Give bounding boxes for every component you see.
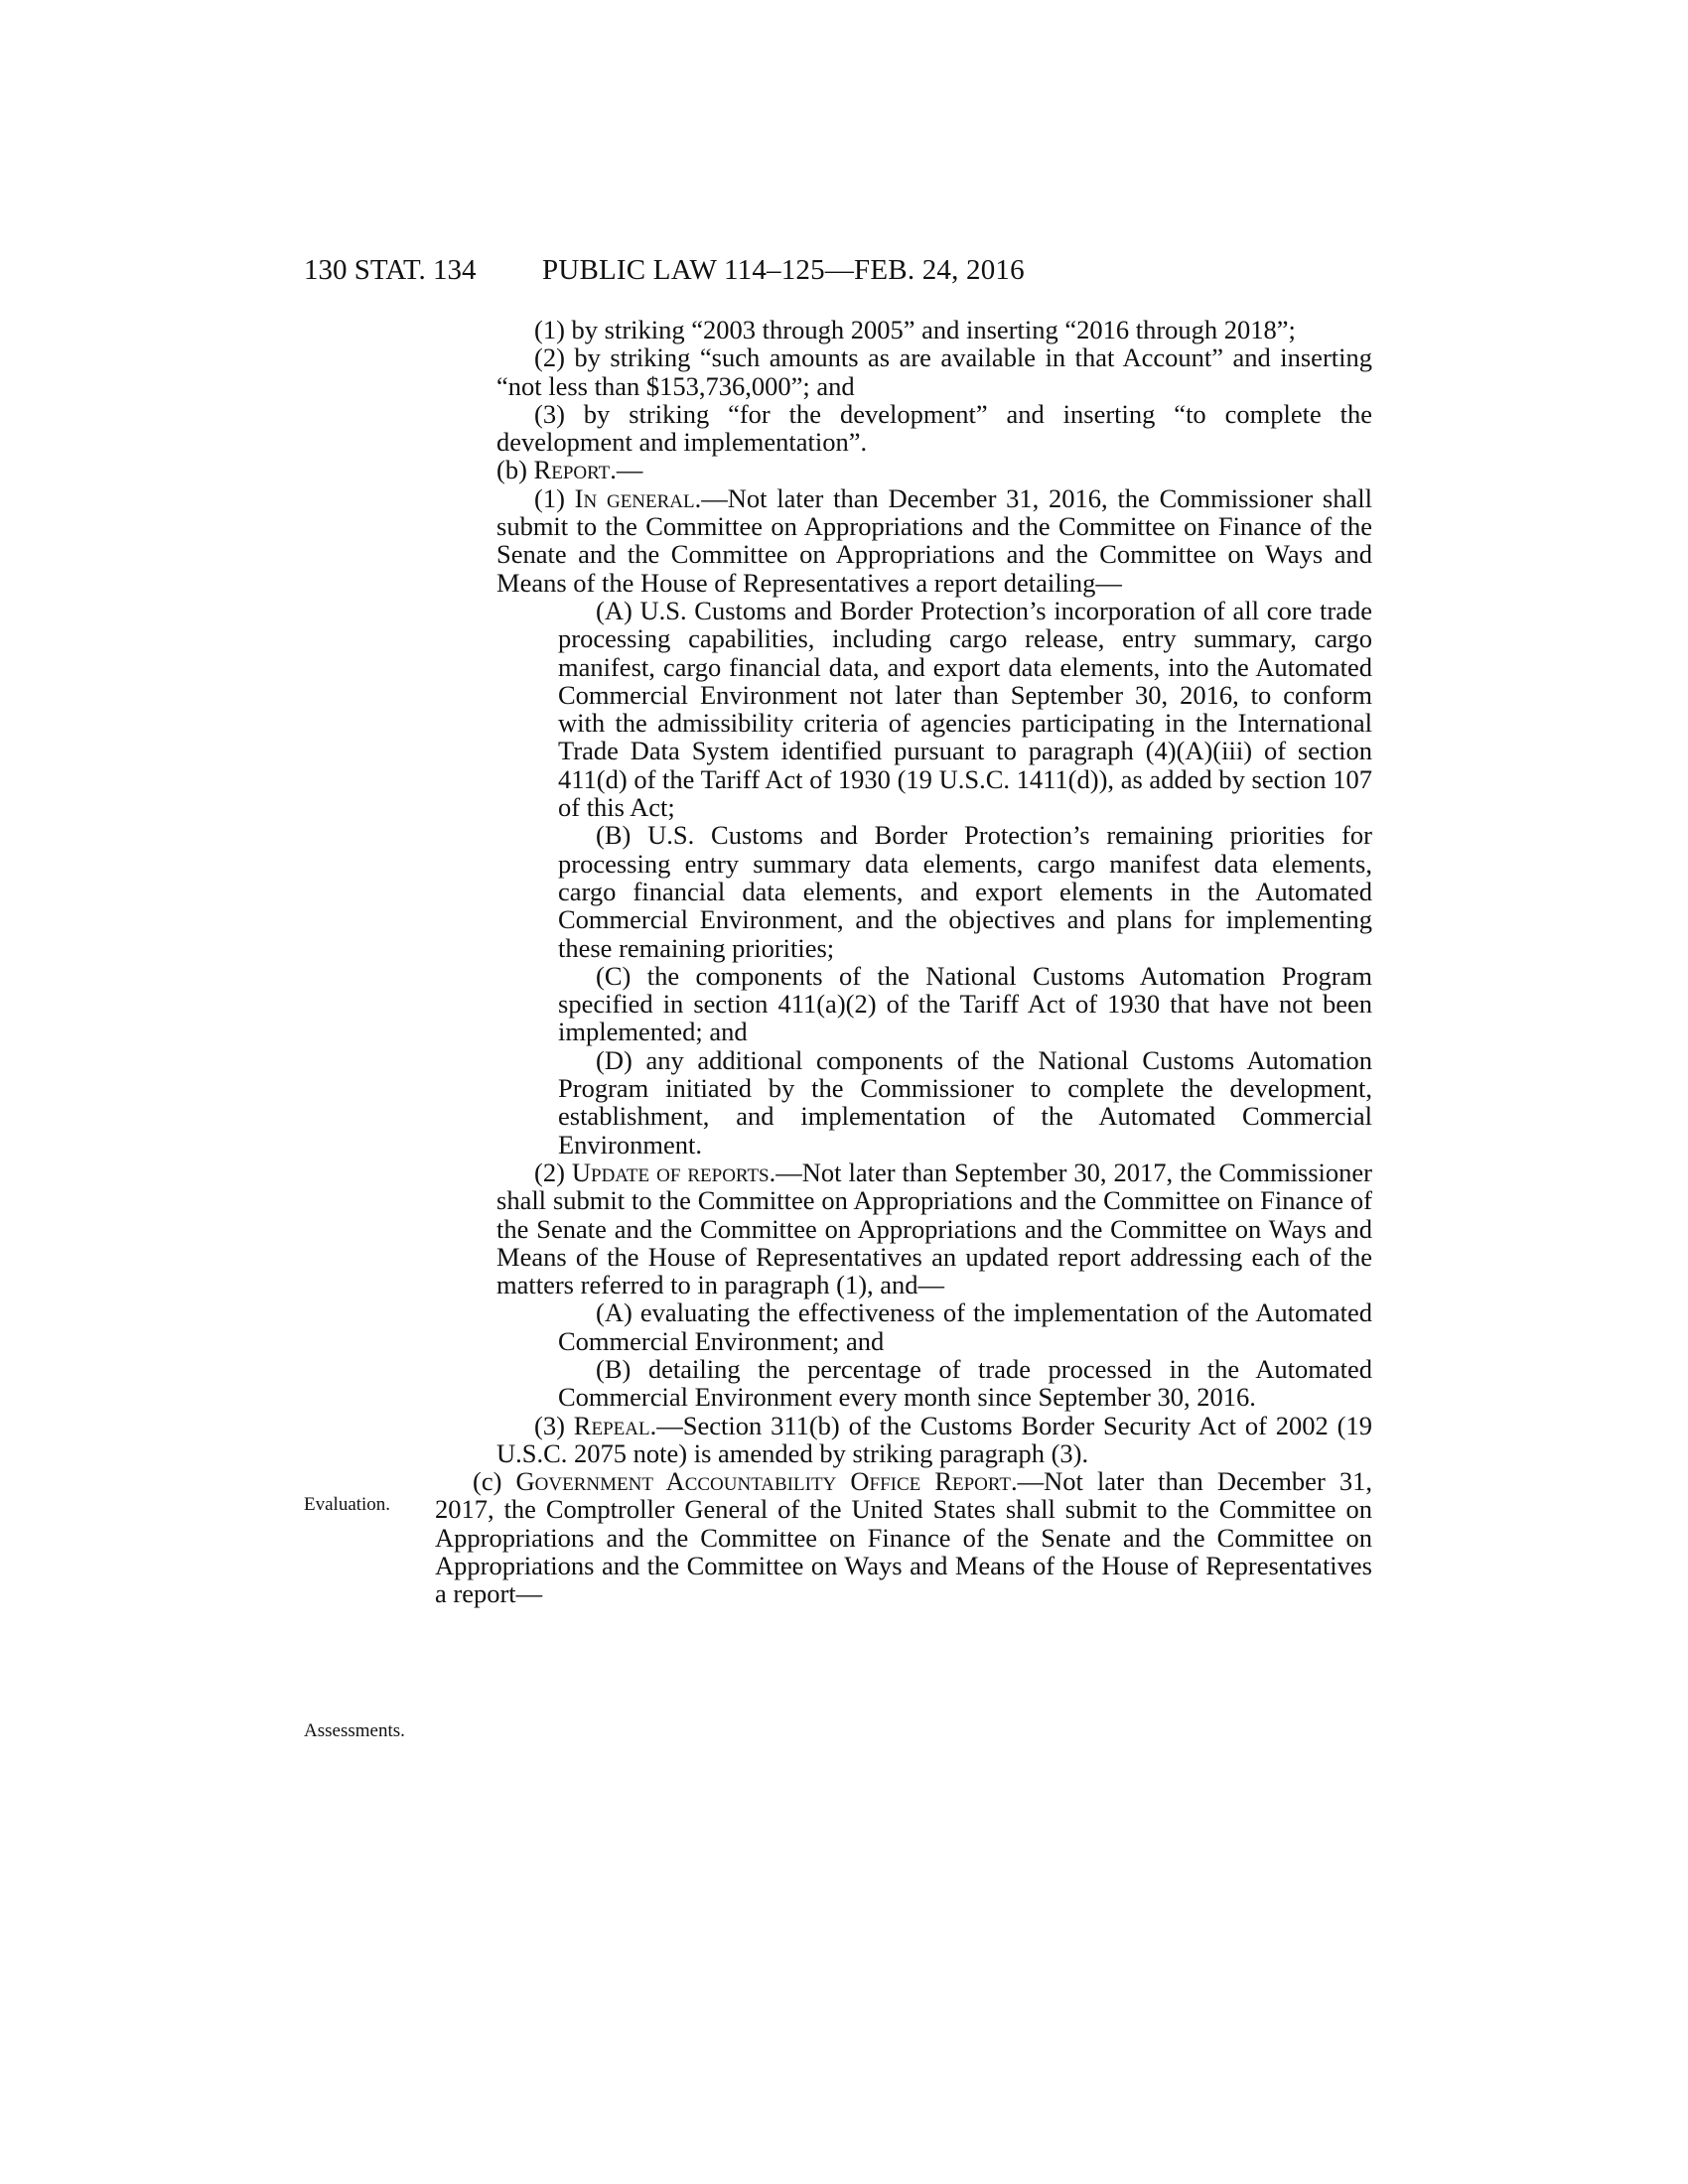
paragraph-b3 [496, 1412, 1372, 1468]
subsection-b-title: Report [533, 455, 611, 485]
paragraph-b1-A: (A) U.S. Customs and Border Protection’s incorporation of all core trade processing capabilities, including cargo release, entry summary, cargo manifest, cargo financial data, and export data elements, into the Automated Commercial Environment not later than September 30, 2016, to conform with the admissibility criteria of agencies participating in the International Trade Data System identified pursuant to paragraph (4)(A)(iii) of section 411(d) of the Tariff Act of 1930 (19 U.S.C. 1411(d)), as added by section 107 of this Act; [558, 595, 1372, 823]
paragraph-b3-text: .—Section 311(b) of the Customs Border Security Act of 2002 (19 U.S.C. 2075 note) is amended by striking paragraph (3). [496, 1410, 1372, 1468]
paragraph-b2 [496, 1159, 1372, 1298]
paragraph-b1-D: (D) any additional components of the National Customs Automation Program initiated by the Commissioner to complete the development, establishment, and implementation of the Automated Commercial Environment. [558, 1044, 1372, 1160]
paragraph-b1-number: (1) [534, 482, 575, 513]
subsection-c-heading: Government Accountability Office Report [515, 1466, 1012, 1497]
subsection-c-text: .—Not later than December 31, 2017, the Comptroller General of the United States shall submit to the Committee on Appropriations and the Committee on Finance of the Senate and the Committee on Appropriations and the Committee on Ways and Means of the House of Representatives a report— [435, 1466, 1372, 1609]
paragraph-b3-number: (3) [534, 1410, 574, 1440]
statute-page-number: 130 STAT. 134 [304, 254, 477, 286]
paragraph-b2-B: (B) detailing the percentage of trade processed in the Automated Commercial Environment every month since September 30, 2016. [558, 1353, 1372, 1413]
paragraph-a1: (1) by striking “2003 through 2005” and inserting “2016 through 2018”; [534, 315, 1296, 344]
paragraph-b2-A: (A) evaluating the effectiveness of the implementation of the Automated Commercial Environment; and [558, 1297, 1372, 1356]
subsection-b-heading [496, 456, 1372, 483]
subsection-b-dash: .— [610, 455, 643, 485]
margin-note-evaluation: Evaluation. [304, 1494, 391, 1515]
paragraph-b1-C: (C) the components of the National Customs Automation Program specified in section 411(a)(2) of the Tariff Act of 1930 that have not been implemented; and [558, 960, 1372, 1047]
subsection-c [435, 1467, 1372, 1607]
paragraph-b2-heading: Update of reports [571, 1157, 770, 1187]
paragraph-b1 [496, 484, 1372, 597]
paragraph-b1-heading: In general [574, 482, 695, 513]
page-header [304, 250, 1372, 290]
subsection-c-number: (c) [473, 1466, 516, 1497]
paragraph-b1-B: (B) U.S. Customs and Border Protection’s remaining priorities for processing entry summary data elements, cargo manifest data elements, cargo financial data elements, and export elements in the Automated Commercial Environment, and the objectives and plans for implementing these remaining priorities; [558, 820, 1372, 963]
paragraph-a2: (2) by striking “such amounts as are available in that Account” and inserting “not less than $153,736,000”; and [496, 342, 1372, 401]
paragraph-b3-heading: Repeal [573, 1410, 650, 1440]
paragraph-b2-text: .—Not later than September 30, 2017, the Commissioner shall submit to the Committee on Appropriations and the Committee on Finance of the Senate and the Committee on Appropriations and the Committee on Ways and Means of the House of Representatives an updated report addressing each of the matters referred to in paragraph (1), and— [496, 1157, 1373, 1300]
paragraph-a3: (3) by striking “for the development” and inserting “to complete the development and implementation”. [496, 398, 1372, 458]
document-body [435, 315, 1373, 1609]
paragraph-b2-number: (2) [534, 1157, 572, 1187]
paragraph-b1-text: .—Not later than December 31, 2016, the Commissioner shall submit to the Committee on Appropriations and the Committee on Finance of the Senate and the Committee on Appropriations and the Committee on Ways and Means of the House of Representatives a report detailing— [496, 482, 1372, 598]
public-law-title: PUBLIC LAW 114–125—FEB. 24, 2016 [542, 254, 1025, 286]
margin-note-assessments: Assessments. [304, 1720, 405, 1741]
subsection-b-number: (b) [496, 455, 534, 485]
